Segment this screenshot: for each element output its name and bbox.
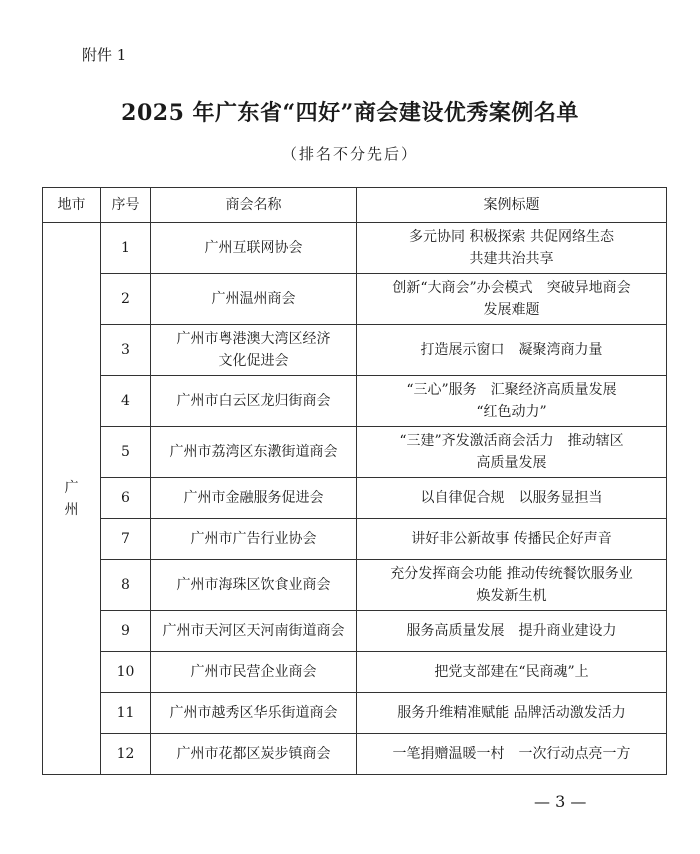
document-title: 2025 年广东省“四好”商会建设优秀案例名单: [121, 100, 579, 126]
attachment-label: 附件 1: [82, 46, 127, 64]
case-title: 把党支部建在“民商魂”上: [357, 652, 667, 693]
chamber-name: 广州市荔湾区东漖街道商会: [151, 427, 357, 478]
header-number: 序号: [101, 188, 151, 223]
row-number: 5: [101, 427, 151, 478]
chamber-name-line: 广州市粤港澳大湾区经济: [176, 331, 331, 347]
table-row: [43, 611, 667, 652]
city-cell: 广州: [43, 223, 101, 775]
case-title: 服务高质量发展 提升商业建设力: [357, 611, 667, 652]
case-title-line: “三心”服务 汇聚经济高质量发展: [406, 382, 617, 398]
table-row: [43, 478, 667, 519]
header-chamber-name: 商会名称: [151, 188, 357, 223]
row-number: 4: [101, 376, 151, 427]
case-title: 以自律促合规 以服务显担当: [357, 478, 667, 519]
table-row: [43, 325, 667, 376]
row-number: 7: [101, 519, 151, 560]
row-number: 10: [101, 652, 151, 693]
chamber-name-line: 文化促进会: [218, 353, 289, 369]
header-case-title: 案例标题: [357, 188, 667, 223]
row-number: 1: [101, 223, 151, 274]
table-row: [43, 560, 667, 611]
case-title-line: 充分发挥商会功能 推动传统餐饮服务业: [390, 566, 633, 582]
case-title: [357, 223, 667, 274]
row-number: 3: [101, 325, 151, 376]
table-row: [43, 734, 667, 775]
header-city: 地市: [43, 188, 101, 223]
case-title-line: 共建共治共享: [469, 251, 554, 267]
chamber-name: 广州市越秀区华乐街道商会: [151, 693, 357, 734]
case-title-line: 创新“大商会”办会模式 突破异地商会: [392, 280, 631, 296]
row-number: 2: [101, 274, 151, 325]
case-title-line: 焕发新生机: [476, 588, 547, 604]
case-title-line: 高质量发展: [476, 455, 547, 471]
chamber-name: 广州温州商会: [151, 274, 357, 325]
case-title: [357, 376, 667, 427]
case-title-line: 多元协同 积极探索 共促网络生态: [409, 229, 614, 245]
chamber-name: 广州市白云区龙归街商会: [151, 376, 357, 427]
table-row: [43, 223, 667, 274]
table-row: [43, 274, 667, 325]
chamber-name: 广州市天河区天河南街道商会: [151, 611, 357, 652]
case-title: [357, 560, 667, 611]
row-number: 8: [101, 560, 151, 611]
chamber-name: 广州市金融服务促进会: [151, 478, 357, 519]
chamber-name: 广州互联网协会: [151, 223, 357, 274]
table-row: [43, 427, 667, 478]
table-row: [43, 519, 667, 560]
table-row: [43, 693, 667, 734]
chamber-name: [151, 325, 357, 376]
case-title: 一笔捐赠温暖一村 一次行动点亮一方: [357, 734, 667, 775]
case-list-table: [42, 187, 667, 775]
chamber-name: 广州市广告行业协会: [151, 519, 357, 560]
case-title-line: 发展难题: [483, 302, 540, 318]
document-subtitle: （排名不分先后）: [281, 145, 418, 163]
case-title: 打造展示窗口 凝聚湾商力量: [357, 325, 667, 376]
case-title: [357, 274, 667, 325]
table-row: [43, 376, 667, 427]
row-number: 12: [101, 734, 151, 775]
chamber-name: 广州市海珠区饮食业商会: [151, 560, 357, 611]
case-title: 讲好非公新故事 传播民企好声音: [357, 519, 667, 560]
row-number: 9: [101, 611, 151, 652]
table-header-row: [43, 188, 667, 223]
case-title-line: “红色动力”: [476, 404, 547, 420]
row-number: 6: [101, 478, 151, 519]
case-title-line: “三建”齐发激活商会活力 推动辖区: [399, 433, 624, 449]
case-title: [357, 427, 667, 478]
chamber-name: 广州市民营企业商会: [151, 652, 357, 693]
chamber-name: 广州市花都区炭步镇商会: [151, 734, 357, 775]
table-row: [43, 652, 667, 693]
case-title: 服务升维精准赋能 品牌活动激发活力: [357, 693, 667, 734]
page-number: — 3 —: [534, 792, 587, 811]
row-number: 11: [101, 693, 151, 734]
